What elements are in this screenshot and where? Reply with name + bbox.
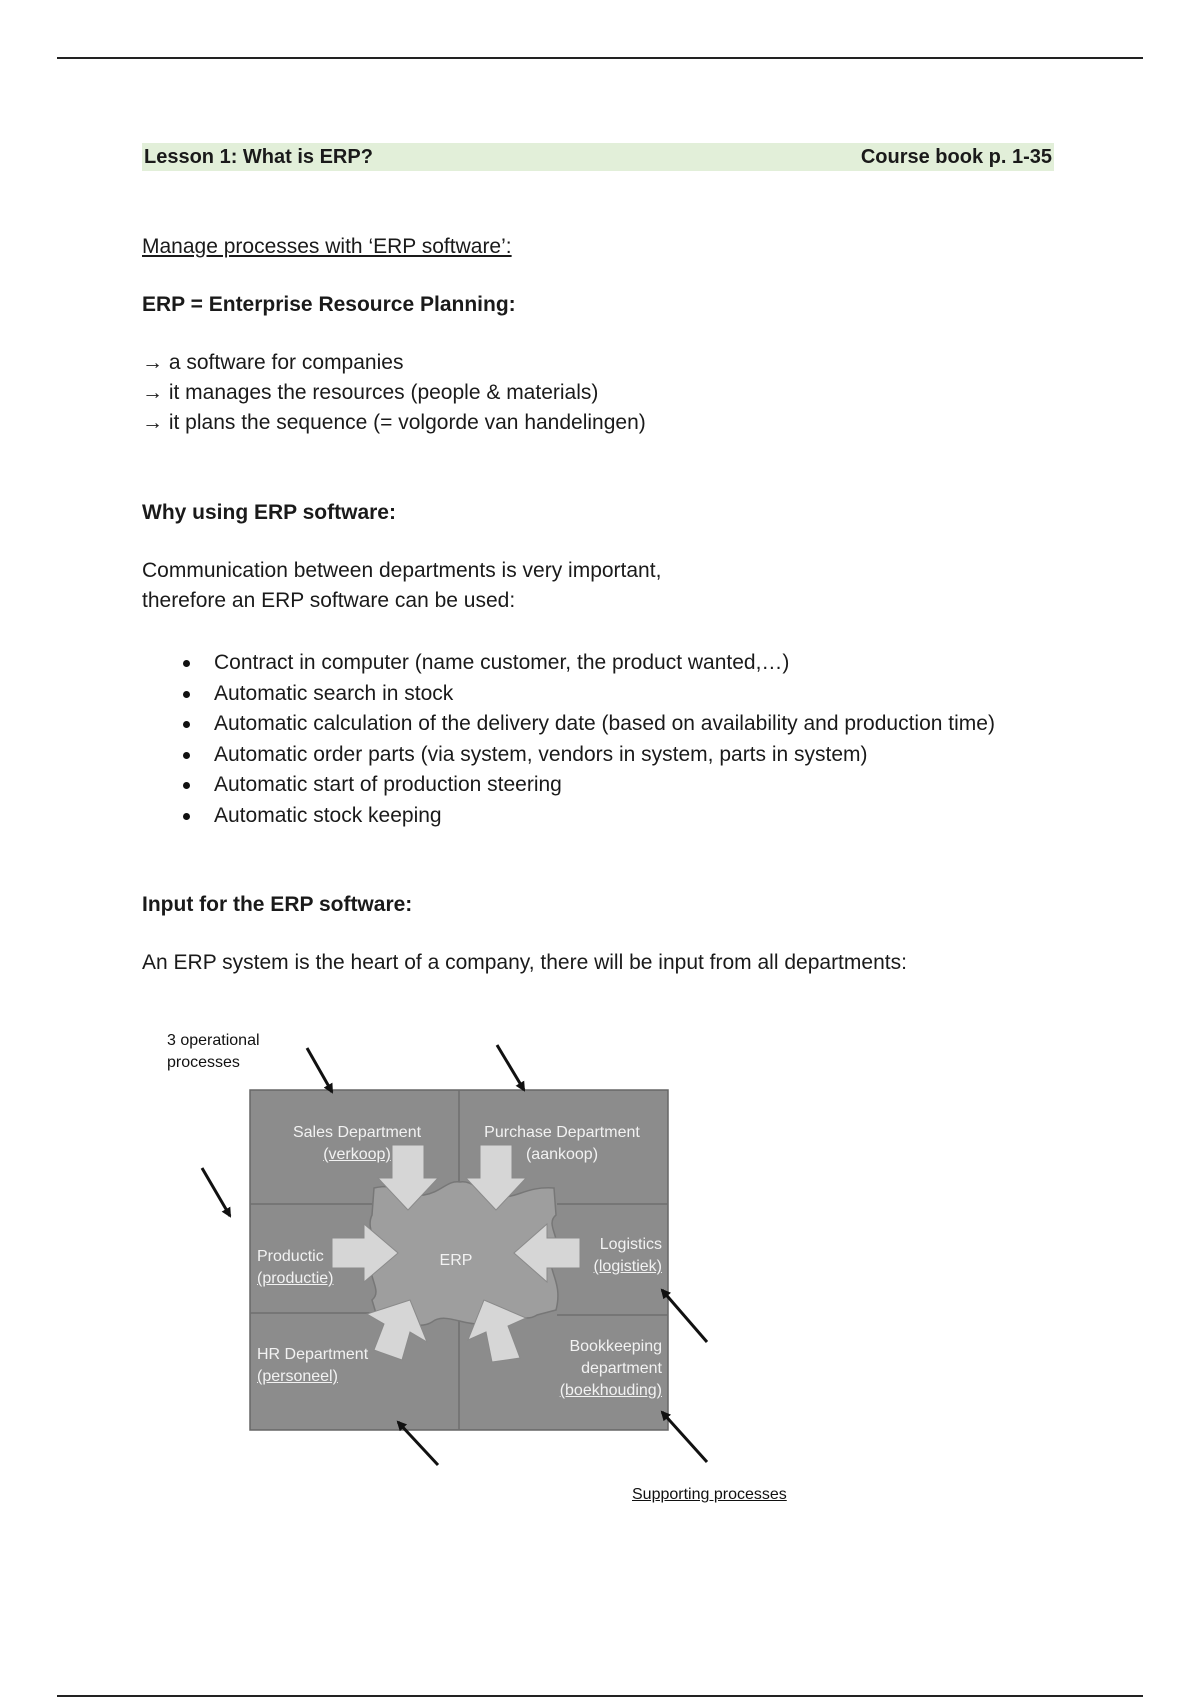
supporting-processes-label: Supporting processes	[632, 1486, 787, 1503]
production-label	[257, 1246, 333, 1290]
section-heading-manage: Manage processes with ‘ERP software’:	[142, 235, 512, 258]
input-intro: An ERP system is the heart of a company, there will be input from all departments:	[142, 951, 907, 974]
point-2: → it manages the resources (people & materials)	[142, 381, 599, 404]
hr-department-label	[257, 1344, 368, 1388]
lesson-title: Lesson 1: What is ERP?	[144, 145, 373, 168]
logistics-label	[562, 1234, 662, 1278]
logistics-label-line-1: Logistics	[599, 1236, 662, 1253]
bookkeeping-label-line-3: (boekhouding)	[559, 1382, 662, 1399]
purchase-label-line-2: (aankoop)	[525, 1146, 599, 1163]
lesson-header-bar	[142, 143, 1054, 171]
top-rule	[57, 57, 1143, 59]
point-3: → it plans the sequence (= volgorde van handelingen)	[142, 411, 646, 434]
bookkeeping-label-line-1: Bookkeeping	[569, 1338, 662, 1355]
why-intro-line-2: therefore an ERP software can be used:	[142, 589, 516, 612]
why-intro-line-1: Communication between departments is very important,	[142, 559, 662, 582]
sales-label-line-2: (verkoop)	[323, 1146, 391, 1163]
operational-label-line-1: 3 operational	[167, 1032, 260, 1049]
purchase-label-line-1: Purchase Department	[484, 1124, 640, 1141]
operational-label-line-2: processes	[167, 1054, 240, 1071]
sales-label-line-1: Sales Department	[292, 1124, 422, 1141]
operational-processes-label	[167, 1030, 260, 1074]
logistics-label-line-2: (logistiek)	[593, 1258, 662, 1275]
bookkeeping-department-label	[522, 1336, 662, 1402]
production-label-line-1: Productic	[257, 1248, 324, 1265]
course-book-reference: Course book p. 1-35	[860, 145, 1052, 168]
hr-label-line-2: (personeel)	[257, 1368, 338, 1385]
erp-center-label: ERP	[439, 1252, 473, 1269]
list-item: Automatic stock keeping	[142, 801, 995, 832]
production-label-line-2: (productie)	[257, 1270, 334, 1287]
erp-department-diagram	[142, 1010, 802, 1510]
list-item: Contract in computer (name customer, the product wanted,…)	[142, 648, 995, 679]
list-item: Automatic search in stock	[142, 679, 995, 710]
list-item: Automatic calculation of the delivery date (based on availability and production time)	[142, 709, 995, 740]
why-bullet-list	[142, 648, 995, 831]
purchase-department-label	[462, 1122, 662, 1166]
hr-label-line-1: HR Department	[257, 1346, 369, 1363]
section-heading-why: Why using ERP software:	[142, 501, 396, 524]
section-heading-input: Input for the ERP software:	[142, 893, 413, 916]
list-item: Automatic start of production steering	[142, 770, 995, 801]
point-1: → a software for companies	[142, 351, 404, 374]
erp-definition: ERP = Enterprise Resource Planning:	[142, 293, 516, 316]
sales-department-label	[272, 1122, 442, 1166]
bookkeeping-label-line-2: department	[581, 1360, 662, 1377]
list-item: Automatic order parts (via system, vendors in system, parts in system)	[142, 740, 995, 771]
bottom-rule	[57, 1695, 1143, 1697]
